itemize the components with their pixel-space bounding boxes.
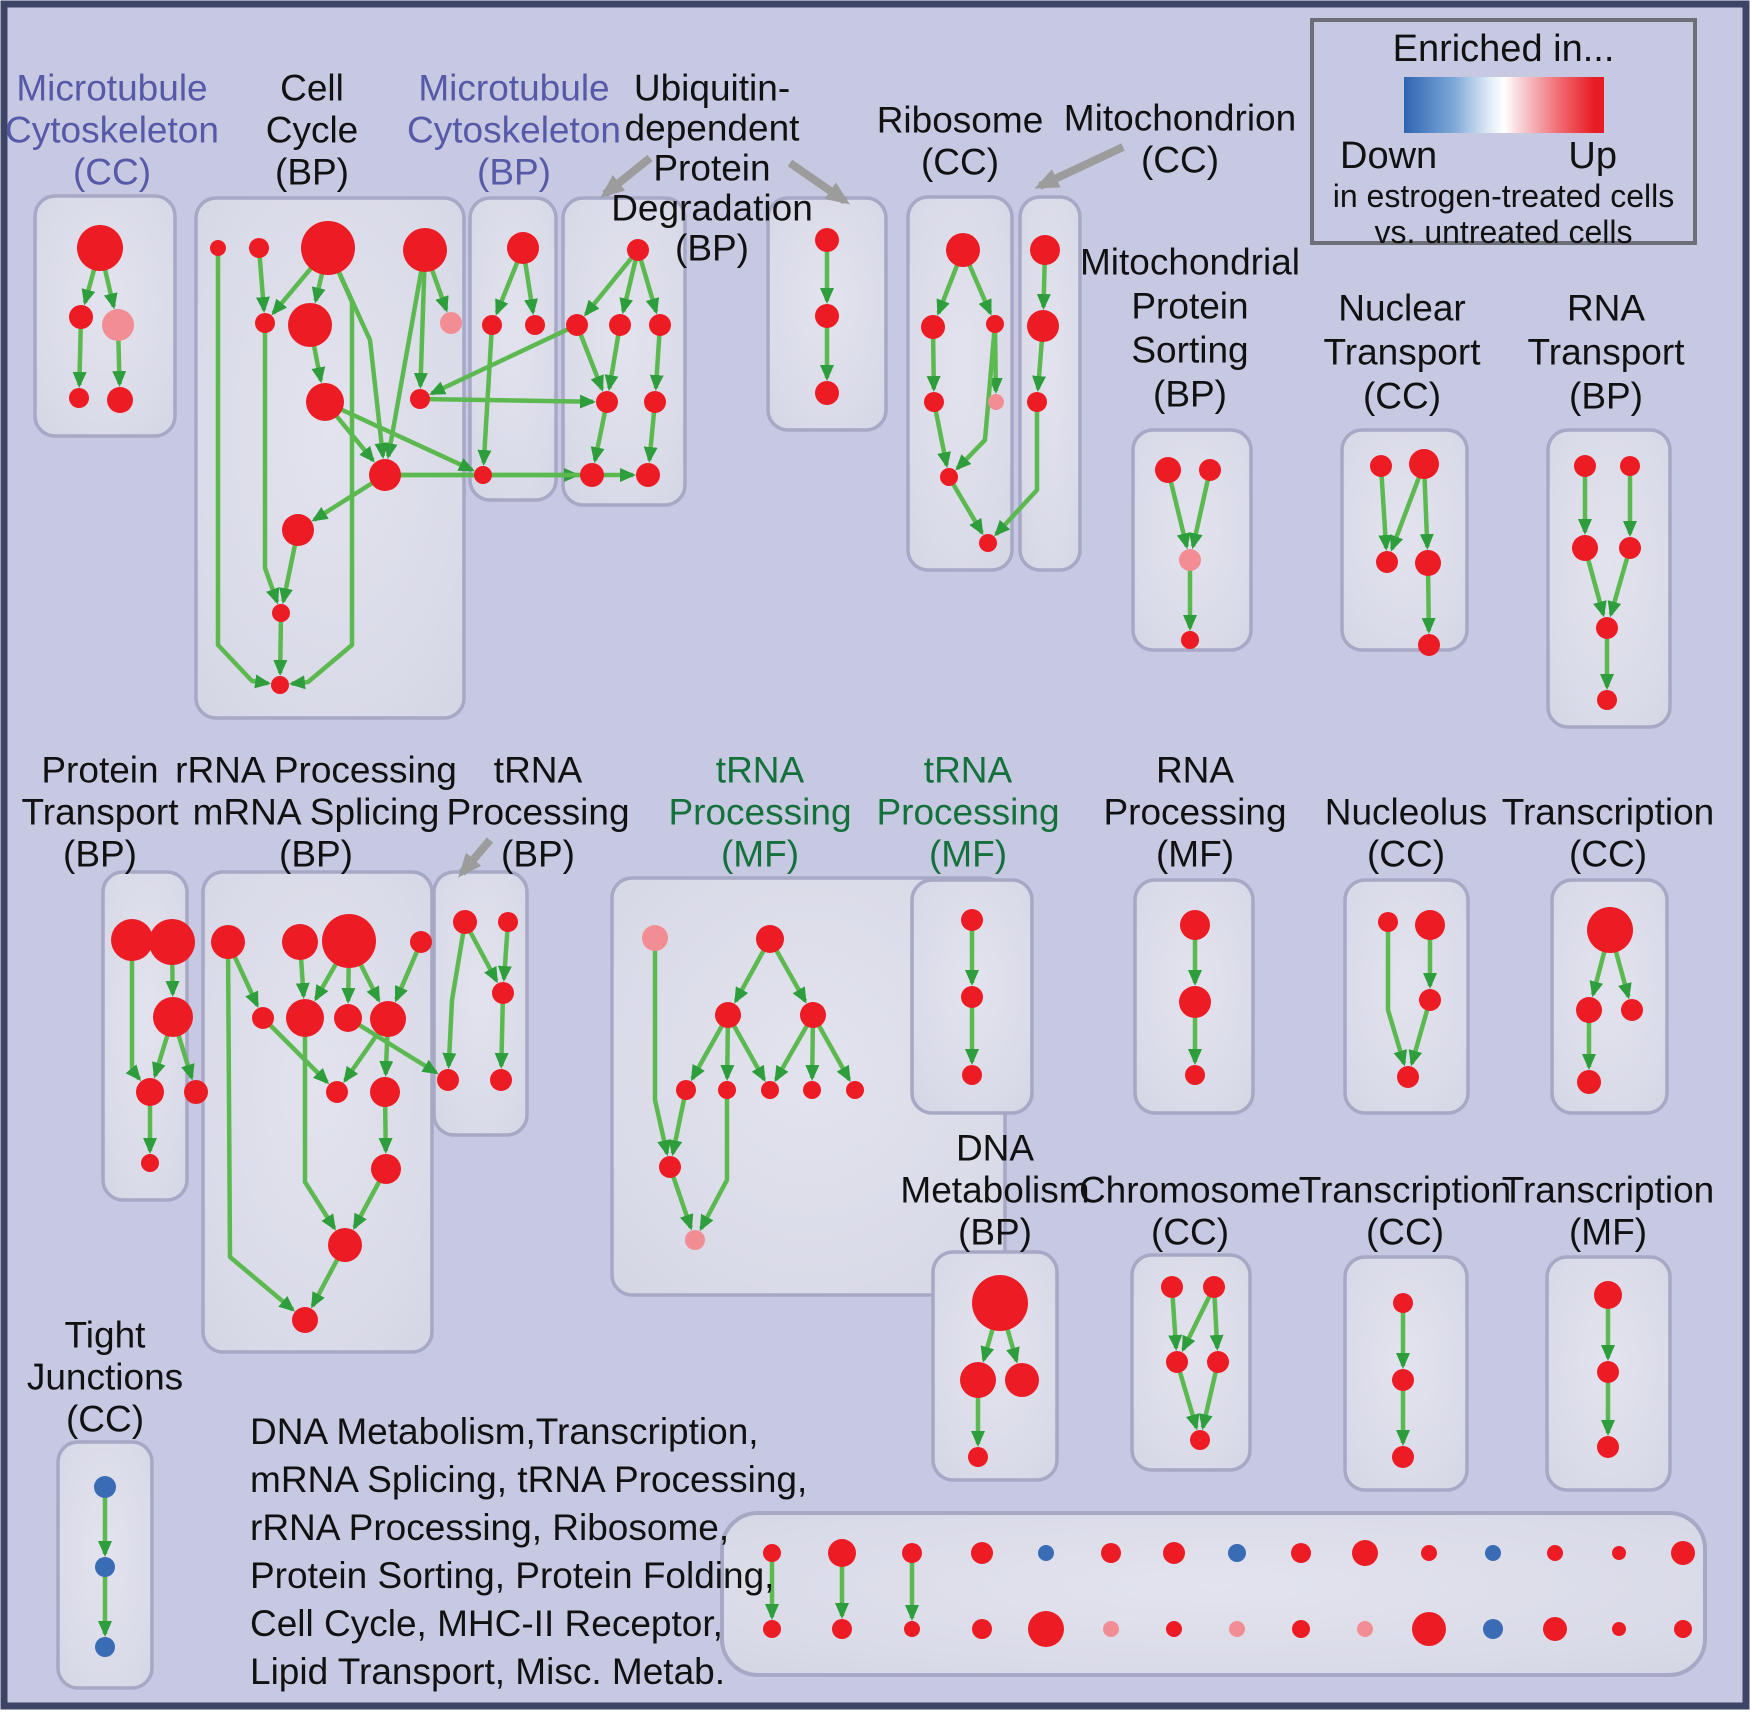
go-term-node-red [756,925,784,953]
go-term-node-red [1577,1070,1601,1094]
go-term-node-red [437,1069,459,1091]
note-line: Lipid Transport, Misc. Metab. [250,1651,726,1692]
cluster-label-ub_deg1: Degradation [611,187,813,229]
go-term-node-red [803,1081,821,1099]
go-term-node-red [111,919,153,961]
go-term-node-red [1619,537,1641,559]
go-term-node-red [846,1081,864,1099]
cluster-label-chromosome: (CC) [1150,1211,1230,1253]
go-term-node-red [490,1069,512,1091]
go-term-node-red [1612,1622,1626,1636]
cluster-label-protein_transport: Protein [41,749,159,791]
go-term-node-red [566,314,588,336]
cluster-label-rna_proc_mf: RNA [1155,749,1235,791]
go-term-node-red [1028,1611,1064,1647]
cluster-label-rna_transport: Transport [1527,331,1685,373]
go-term-node-red [715,1002,741,1028]
legend-gradient-bar [1404,77,1604,133]
go-term-node-red [492,982,514,1004]
go-term-node-blue [95,1557,115,1577]
go-term-node-pink [102,309,134,341]
go-term-node-red [306,383,344,421]
go-term-node-red [474,466,492,484]
legend-down-label: Down [1340,135,1438,177]
cluster-label-mito_sorting: (BP) [1153,373,1227,415]
cluster-label-mito_sorting: Protein [1131,285,1249,327]
cluster-label-rrna_mrna: mRNA Splicing [192,791,440,833]
go-term-node-red [971,1542,993,1564]
go-term-node-red [968,1447,988,1467]
legend-caption-line1: in estrogen-treated cells [1332,178,1675,214]
go-term-node-red [761,1081,779,1099]
go-term-node-red [1620,456,1640,476]
cluster-label-mt_bp: (BP) [477,151,551,193]
cluster-label-transcription_cc1: Transcription [1501,791,1715,833]
go-term-node-red [1671,1541,1695,1565]
go-term-node-pink [685,1230,705,1250]
go-term-node-red [410,931,432,953]
go-term-node-red [107,387,133,413]
cluster-label-mt_cc: Cytoskeleton [5,109,219,151]
go-term-node-red [1594,1281,1622,1309]
cluster-label-mitochondrion: (CC) [1140,139,1220,181]
go-term-node-red [288,303,332,347]
go-term-node-red [184,1080,208,1104]
go-term-node-red [370,1001,406,1037]
go-term-node-red [369,459,401,491]
go-term-node-red [1291,1543,1311,1563]
go-term-node-red [1419,989,1441,1011]
go-term-node-red [1180,910,1210,940]
go-term-node-red [1199,459,1221,481]
cluster-label-tight_junctions: Tight [64,1314,146,1356]
go-term-node-red [1415,550,1441,576]
cluster-label-transcription_mf: Transcription [1501,1169,1715,1211]
go-term-node-red [1612,1546,1626,1560]
cluster-label-dna_metabolism: DNA [955,1127,1035,1169]
cluster-label-trna_mf_small: Processing [876,791,1060,833]
go-term-node-red [659,1156,681,1178]
cluster-label-ub_deg1: dependent [624,107,800,149]
go-term-node-red [525,315,545,335]
go-term-node-red [507,232,539,264]
go-term-node-red [972,1275,1028,1331]
cluster-label-nuclear_transport: Nuclear [1338,287,1466,329]
cluster-label-mitochondrion: Mitochondrion [1063,97,1297,139]
legend-caption-line2: vs. untreated cells [1374,214,1633,250]
cluster-label-transcription_cc2: Transcription [1298,1169,1512,1211]
cluster-label-transcription_cc1: (CC) [1568,833,1648,875]
go-term-node-red [371,1154,401,1184]
go-term-node-blue [95,1637,115,1657]
cluster-label-ub_deg1: Ubiquitin- [633,67,791,109]
cluster-label-rna_transport: (BP) [1569,375,1643,417]
go-term-node-blue [1485,1545,1501,1561]
go-term-node-red [1166,1621,1182,1637]
go-term-node-red [1576,997,1602,1023]
cluster-label-trna_mf_large: tRNA [715,749,805,791]
go-term-node-red [580,463,604,487]
cluster-label-rrna_mrna: (BP) [279,833,353,875]
go-term-node-red [1587,907,1633,953]
go-term-node-red [334,1004,362,1032]
cluster-label-chromosome: Chromosome [1078,1169,1302,1211]
cluster-label-trna_bp: Processing [446,791,630,833]
go-term-node-red [979,534,997,552]
go-term-node-red [286,999,324,1037]
go-term-node-red [832,1619,852,1639]
go-term-node-red [815,381,839,405]
go-term-node-red [644,391,666,413]
go-term-node-red [482,315,502,335]
cluster-label-ub_deg1: (BP) [675,227,749,269]
go-term-node-red [282,514,314,546]
go-term-node-red [136,1078,164,1106]
go-term-node-red [718,1081,736,1099]
go-term-node-red [453,910,477,934]
cluster-label-rna_proc_mf: Processing [1103,791,1287,833]
cluster-label-mito_sorting: Sorting [1131,329,1249,371]
go-term-node-blue [94,1476,116,1498]
go-term-node-red [1393,1293,1413,1313]
cluster-label-mt_bp: Microtubule [418,67,610,109]
go-term-node-red [1181,631,1199,649]
legend-up-label: Up [1568,135,1617,177]
note-line: Protein Sorting, Protein Folding, [250,1555,775,1596]
cluster-label-mito_sorting: Mitochondrial [1079,241,1301,283]
go-term-node-red [1421,1545,1437,1561]
cluster-label-nucleolus: (CC) [1366,833,1446,875]
go-term-node-pink [642,925,668,951]
cluster-label-transcription_mf: (MF) [1568,1211,1648,1253]
go-term-node-red [962,1065,982,1085]
legend-title: Enriched in... [1392,28,1615,70]
go-term-node-red [1376,551,1398,573]
go-term-node-red [904,1621,920,1637]
go-term-node-red [292,1307,318,1333]
go-term-node-red [1101,1543,1121,1563]
go-term-node-red [636,463,660,487]
go-term-node-red [961,986,983,1008]
cluster-label-protein_transport: (BP) [63,833,137,875]
go-term-node-red [1027,392,1047,412]
go-term-node-red [211,925,245,959]
go-term-node-red [1207,1351,1229,1373]
go-term-node-red [940,468,958,486]
go-term-node-red [596,391,618,413]
cluster-label-tight_junctions: (CC) [65,1398,145,1440]
cluster-label-mt_bp: Cytoskeleton [407,109,621,151]
cluster-label-transcription_cc2: (CC) [1365,1211,1445,1253]
go-term-node-red [676,1080,696,1100]
cluster-label-nuclear_transport: Transport [1323,331,1481,373]
go-term-node-red [1572,535,1598,561]
cluster-box-ub_deg1 [563,198,685,505]
go-term-node-blue [1228,1544,1246,1562]
cluster-label-trna_mf_large: (MF) [720,833,800,875]
go-term-node-red [1596,617,1618,639]
go-term-node-pink [1179,549,1201,571]
go-term-node-red [210,240,226,256]
go-term-node-red [1155,457,1181,483]
go-term-node-red [972,1619,992,1639]
go-term-node-red [1166,1351,1188,1373]
go-term-node-red [902,1543,922,1563]
go-term-node-red [1409,449,1439,479]
cluster-label-cell_cycle: Cell [280,67,344,109]
go-term-node-red [255,313,275,333]
cluster-label-cell_cycle: (BP) [275,151,349,193]
go-term-node-red [1185,1065,1205,1085]
cluster-label-trna_mf_large: Processing [668,791,852,833]
go-term-node-pink [1229,1621,1245,1637]
go-term-node-red [961,909,983,931]
merged-clusters-note [250,1408,807,1696]
go-term-node-pink [1103,1621,1119,1637]
legend-endpoint-labels [1314,133,1693,178]
go-term-node-red [627,239,649,261]
go-term-node-pink [440,312,462,334]
go-term-node-red [986,315,1004,333]
go-term-node-red [1574,455,1596,477]
go-term-node-red [153,997,193,1037]
cluster-label-ribosome: (CC) [920,141,1000,183]
go-term-node-red [1547,1545,1563,1561]
go-term-node-red [1543,1617,1567,1641]
cluster-label-trna_bp: tRNA [493,749,583,791]
go-term-node-red [370,1077,400,1107]
go-term-node-red [1597,1361,1619,1383]
go-term-node-red [410,389,430,409]
go-term-node-red [1370,455,1392,477]
go-term-node-blue [1483,1619,1503,1639]
go-term-node-red [301,221,355,275]
go-term-node-red [1203,1276,1225,1298]
go-term-node-red [1621,999,1643,1021]
go-term-node-red [271,676,289,694]
go-term-node-red [282,924,318,960]
go-term-node-red [1292,1620,1310,1638]
relation-edge-arrow [420,399,593,402]
go-term-node-pink [988,394,1004,410]
go-term-node-red [326,1081,348,1103]
cluster-label-trna_mf_small: tRNA [923,749,1013,791]
go-term-node-red [815,304,839,328]
go-term-node-pink [1357,1621,1373,1637]
cluster-label-dna_metabolism: Metabolism [900,1169,1090,1211]
cluster-box-misc-pairs [722,1513,1705,1675]
go-term-node-red [1597,1436,1619,1458]
cluster-label-mt_cc: Microtubule [16,67,208,109]
go-term-node-red [1412,1612,1446,1646]
go-term-node-red [498,912,518,932]
cluster-label-nuclear_transport: (CC) [1362,375,1442,417]
cluster-label-nucleolus: Nucleolus [1324,791,1488,833]
go-term-node-red [249,238,269,258]
cluster-label-ribosome: Ribosome [876,99,1044,141]
go-term-node-red [1674,1620,1692,1638]
go-term-node-red [1392,1369,1414,1391]
go-term-node-red [815,228,839,252]
go-term-node-red [328,1228,362,1262]
go-term-node-red [141,1154,159,1172]
go-term-node-red [609,314,631,336]
go-term-node-red [403,228,447,272]
note-line: rRNA Processing, Ribosome, [250,1507,730,1548]
note-line: DNA Metabolism,Transcription, [250,1411,759,1452]
note-line: Cell Cycle, MHC-II Receptor, [250,1603,723,1644]
cluster-label-tight_junctions: Junctions [26,1356,184,1398]
go-term-node-red [1005,1363,1039,1397]
note-line: mRNA Splicing, tRNA Processing, [250,1459,808,1500]
go-term-node-red [69,305,93,329]
relation-edge-arrow [280,613,281,673]
go-term-node-red [1352,1540,1378,1566]
cluster-box-trna_bp [434,872,527,1135]
go-term-node-red [800,1002,826,1028]
go-term-node-red [828,1539,856,1567]
go-term-node-red [649,314,671,336]
go-term-node-red [322,914,376,968]
cluster-label-trna_bp: (BP) [501,833,575,875]
go-term-node-red [69,388,89,408]
go-term-node-red [1027,310,1059,342]
go-term-node-red [921,315,945,339]
cluster-label-cell_cycle: Cycle [265,109,359,151]
cluster-label-rrna_mrna: rRNA Processing [175,749,457,791]
go-term-node-red [77,225,123,271]
go-term-node-red [272,604,290,622]
cluster-label-ub_deg1: Protein [653,147,771,189]
go-term-node-red [1179,986,1211,1018]
go-term-node-red [252,1007,274,1029]
go-term-node-red [1597,690,1617,710]
go-term-node-red [1190,1430,1210,1450]
go-term-node-red [1397,1066,1419,1088]
go-term-node-red [149,919,195,965]
go-term-node-red [960,1362,996,1398]
cluster-label-rna_transport: RNA [1566,287,1646,329]
go-term-node-red [946,233,980,267]
go-term-node-red [1392,1446,1414,1468]
go-term-node-red [1030,235,1060,265]
cluster-label-protein_transport: Transport [21,791,179,833]
cluster-label-mt_cc: (CC) [72,151,152,193]
cluster-box-nuclear_transport [1342,430,1467,650]
cluster-label-rna_proc_mf: (MF) [1155,833,1235,875]
cluster-label-dna_metabolism: (BP) [958,1211,1032,1253]
cluster-label-trna_mf_small: (MF) [928,833,1008,875]
go-term-node-red [1163,1542,1185,1564]
legend [1310,18,1697,250]
go-term-node-blue [1038,1545,1054,1561]
go-term-node-red [1418,634,1440,656]
go-term-node-red [1415,910,1445,940]
go-term-node-red [1378,912,1398,932]
go-term-node-red [1161,1276,1183,1298]
go-term-node-red [924,392,944,412]
